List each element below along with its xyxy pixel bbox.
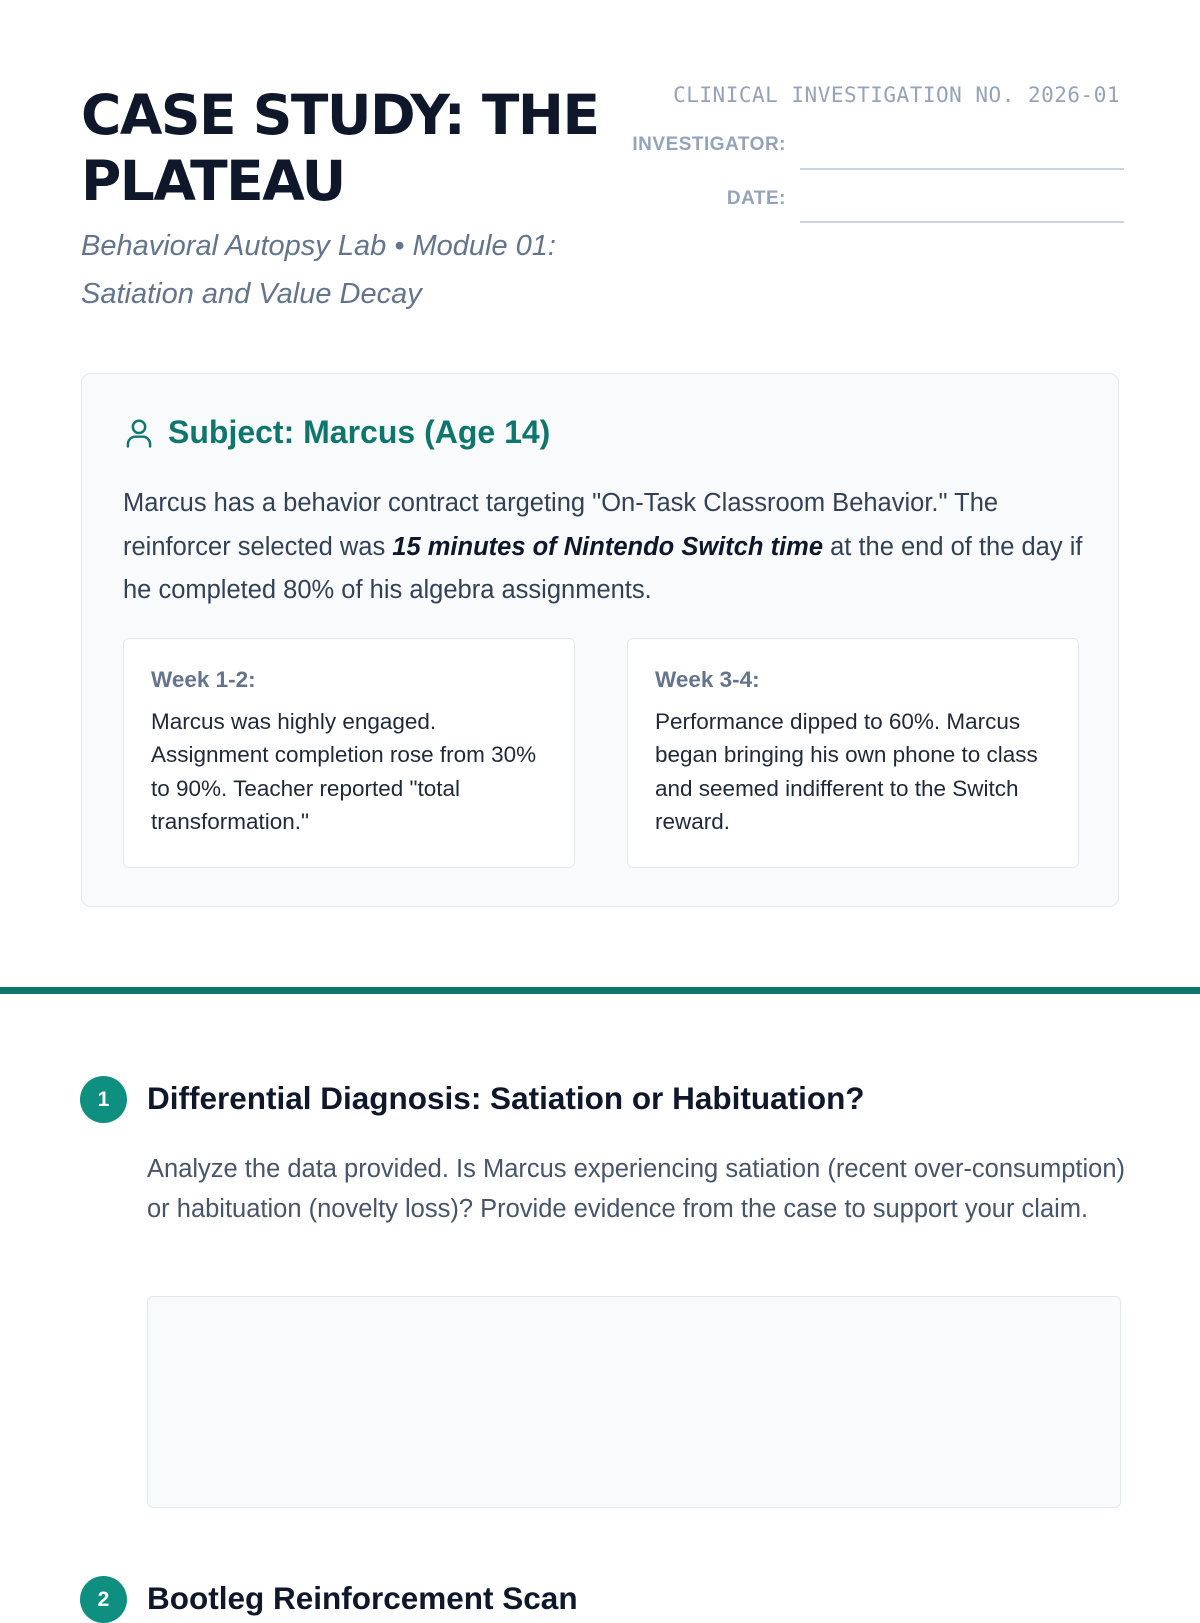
investigator-field[interactable]: [800, 138, 1124, 170]
week-title: Week 1-2:: [151, 667, 256, 692]
subject-description: [123, 482, 1083, 613]
week-text: Performance dipped to 60%. Marcus began bringing his own phone to class and seemed indifferent to the Switch reward.: [655, 709, 1038, 834]
subject-text-after: at the end of the day if he completed 80% of his algebra assignments.: [123, 532, 1083, 604]
date-field[interactable]: [800, 191, 1124, 223]
week-title: Week 3-4:: [655, 667, 760, 692]
investigator-label: INVESTIGATOR:: [632, 134, 786, 155]
subject-card: [81, 373, 1119, 907]
question-title: Differential Diagnosis: Satiation or Habituation?: [147, 1080, 865, 1116]
case-number: CLINICAL INVESTIGATION NO. 2026-01: [673, 83, 1120, 107]
subject-title: Subject: Marcus (Age 14): [168, 414, 551, 450]
question-number-badge: 1: [80, 1076, 127, 1123]
subject-heading: [124, 414, 550, 451]
question-prompt: Analyze the data provided. Is Marcus experiencing satiation (recent over-consumption) or habituation (novelty loss)? Provide evidence from the case to support your claim.: [147, 1155, 1126, 1223]
week-card-1: [123, 638, 575, 868]
question-number-badge: 2: [80, 1576, 127, 1623]
section-divider: [0, 987, 1200, 994]
reinforcer-emphasis: 15 minutes of Nintendo Switch time: [392, 532, 824, 561]
week-card-2: [627, 638, 1079, 868]
answer-textarea[interactable]: [147, 1296, 1121, 1508]
page-title: CASE STUDY: THE PLATEAU: [81, 83, 599, 213]
date-label: DATE:: [726, 188, 786, 209]
question-title: Bootleg Reinforcement Scan: [147, 1580, 578, 1616]
person-icon: [124, 417, 154, 449]
week-text: Marcus was highly engaged. Assignment completion rose from 30% to 90%. Teacher reported "total transformation.": [151, 709, 537, 834]
subject-text-before: Marcus has a behavior contract targeting "On-Task Classroom Behavior." The reinforcer selected was: [123, 489, 999, 561]
page-subtitle: Behavioral Autopsy Lab • Module 01: Satiation and Value Decay: [81, 230, 556, 310]
